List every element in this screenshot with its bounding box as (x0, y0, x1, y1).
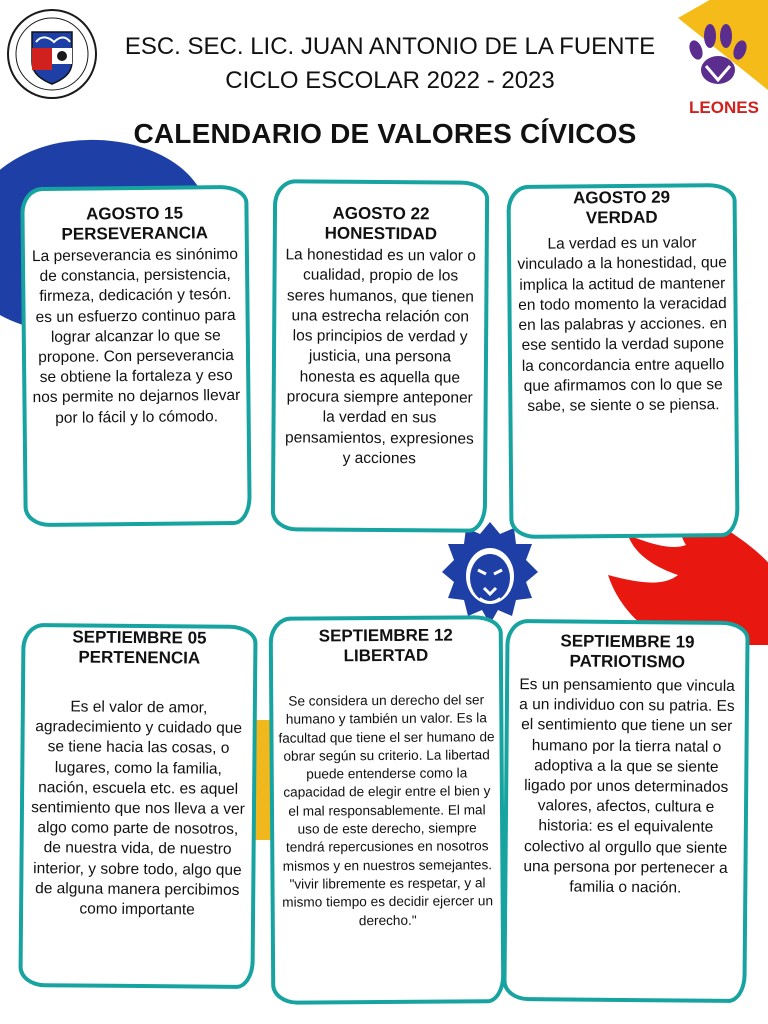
card-heading (509, 631, 745, 673)
value-card-libertad (269, 615, 506, 1005)
card-heading (273, 625, 499, 667)
card-heading (25, 627, 253, 669)
school-logo-icon (6, 8, 98, 100)
card-heading (277, 203, 485, 244)
card-date: SEPTIEMBRE 05 (72, 627, 207, 648)
school-cycle: CICLO ESCOLAR 2022 - 2023 (225, 67, 555, 94)
value-card-verdad (506, 183, 739, 539)
card-heading (24, 203, 244, 245)
card-text: Es un pensamiento que vincula a un individuo con su patria. Es el sentimiento que tiene un ser humano por la tierra natal o adoptiva a la que se siente ligado por unos determinados valores, afectos, cultura e historia: es el equivalente colectivo al orgullo que siente una persona por pertenecer a familia o nación. (519, 676, 735, 897)
card-text: La perseverancia es sinónimo de constancia, persistencia, firmeza, dedicación y tesón. es un esfuerzo continuo para lograr alcanzar lo que se propone. Con perseverancia se obtiene la fortaleza y eso nos permite no dejarnos llevar por lo fácil y lo cómodo. (31, 245, 241, 427)
card-date: SEPTIEMBRE 19 (560, 631, 695, 652)
card-date: SEPTIEMBRE 12 (318, 625, 453, 646)
paw-logo-icon (686, 22, 750, 90)
value-card-perseverancia (20, 185, 252, 527)
card-value: VERDAD (585, 207, 658, 228)
value-card-patriotismo (502, 619, 749, 1003)
card-text: Se considera un derecho del ser humano y también un valor. Es la facultad que tiene el ser humano de obrar según su criterio. La libertad puede entenderse como la capacidad de elegir entre el bien y el mal responsablemente. El mal uso de este derecho, siempre tendrá repercusiones en nosotros mismos y en nuestros semejantes. "vivir libremente es respetar, y al mismo tiempo es decidir ejercer un derecho." (278, 692, 495, 928)
card-date: AGOSTO 29 (572, 187, 671, 208)
card-value: PERSEVERANCIA (61, 223, 209, 244)
value-card-honestidad (271, 179, 489, 532)
card-text: La honestidad es un valor o cualidad, propio de los seres humanos, que tienen una estrecha relación con los principios de verdad y justicia, una persona honesta es aquella que procura siempre anteponer la verdad en sus pensamientos, expresiones y acciones (285, 246, 476, 468)
card-text: Es el valor de amor, agradecimiento y cuidado que se tiene hacia las cosas, o lugares, como la familia, nación, escuela etc. es aquel sentimiento que nos lleva a ver algo como parte de nosotros, de nuestra vida, de nuestro interior, y sobre todo, algo que de alguna manera percibimos como importante (31, 698, 245, 919)
team-name: LEONES (689, 98, 759, 117)
card-date: AGOSTO 22 (332, 203, 430, 224)
page-title: CALENDARIO DE VALORES CÍVICOS (133, 118, 637, 149)
card-value: HONESTIDAD (324, 223, 438, 244)
card-text: La verdad es un valor vinculado a la honestidad, que implica la actitud de mantener en todo momento la veracidad en las palabras y acciones. en ese sentido la verdad supone la concordancia entre aquello que afirmamos con lo que se sabe, se siente o se piensa. (517, 234, 728, 416)
card-heading (510, 187, 732, 229)
school-name: ESC. SEC. LIC. JUAN ANTONIO DE LA FUENTE (124, 33, 656, 60)
value-card-pertenencia (18, 623, 257, 989)
card-value: PATRIOTISMO (569, 651, 686, 672)
card-date: AGOSTO 15 (85, 203, 184, 224)
school-header (100, 30, 680, 98)
card-value: LIBERTAD (343, 645, 429, 666)
card-value: PERTENENCIA (78, 647, 201, 668)
